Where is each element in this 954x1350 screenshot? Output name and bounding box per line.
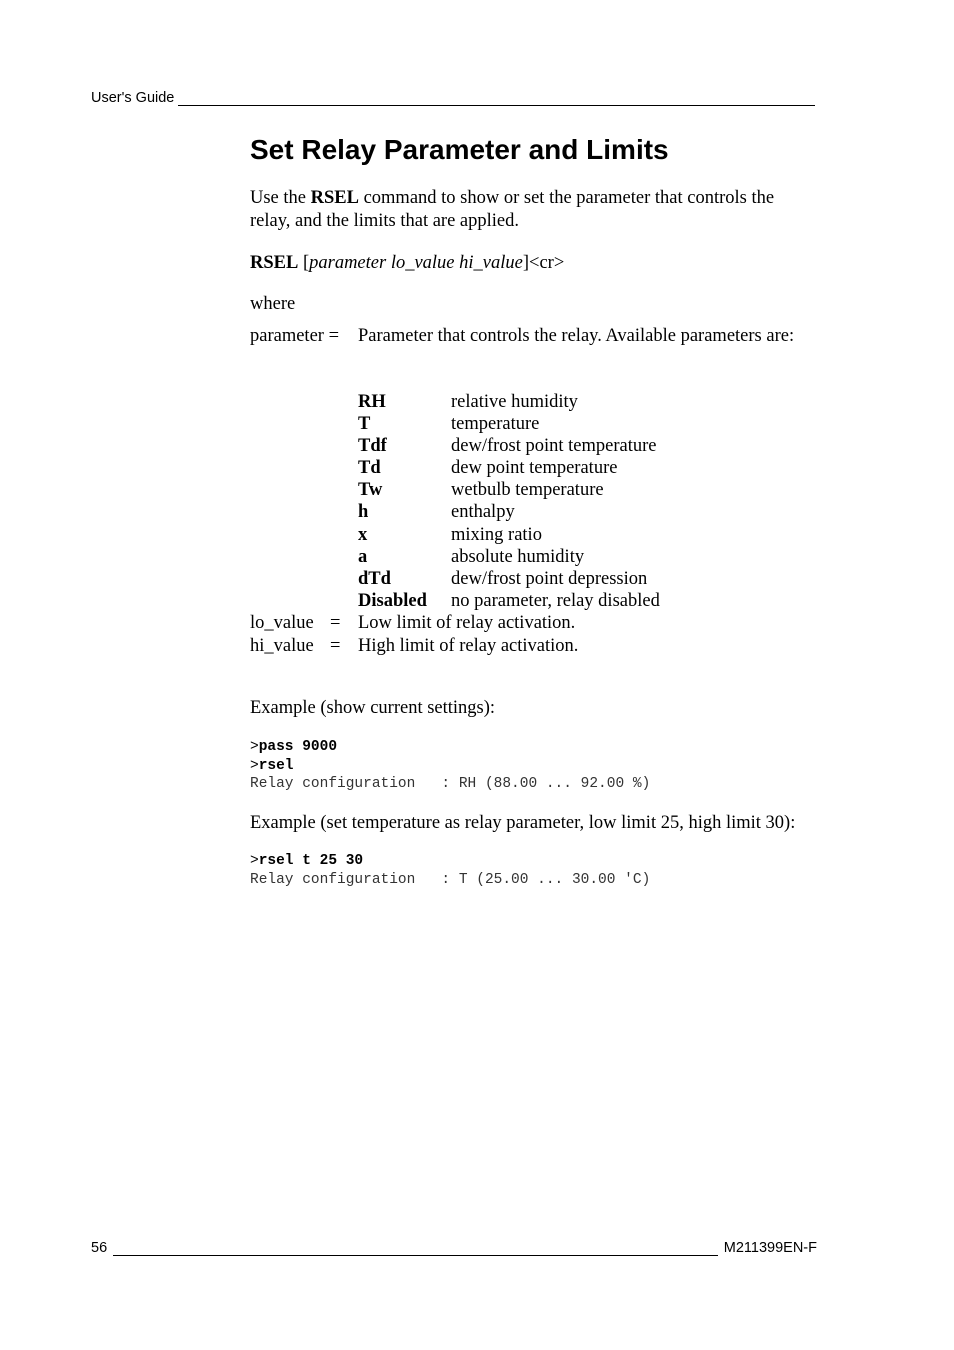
terminal-prompt: > bbox=[250, 853, 259, 869]
definition-equals: = bbox=[330, 636, 341, 656]
page-header bbox=[91, 90, 815, 106]
terminal-line bbox=[250, 738, 650, 757]
parameter-row bbox=[358, 457, 660, 479]
parameter-desc: dew/frost point depression bbox=[451, 568, 648, 589]
definition-desc: High limit of relay activation. bbox=[358, 636, 579, 656]
example1-caption: Example (show current settings): bbox=[250, 698, 496, 718]
parameter-desc: enthalpy bbox=[451, 502, 515, 523]
header-rule bbox=[178, 92, 815, 106]
parameter-row bbox=[358, 435, 660, 457]
definition-hi-value bbox=[250, 635, 798, 657]
definition-term: parameter = bbox=[250, 326, 340, 346]
definition-term: hi_value bbox=[250, 636, 314, 656]
parameter-row bbox=[358, 568, 660, 590]
parameter-desc: temperature bbox=[451, 414, 540, 435]
definition-lo-value bbox=[250, 612, 798, 634]
parameter-code: T bbox=[358, 414, 371, 435]
syntax-command: RSEL bbox=[250, 253, 299, 273]
parameter-desc: relative humidity bbox=[451, 392, 578, 412]
parameter-code: RH bbox=[358, 392, 386, 412]
syntax-close: ]<cr> bbox=[522, 253, 565, 273]
terminal-prompt: > bbox=[250, 739, 259, 755]
intro-suffix: command to show or set the parameter that controls the relay, and the limits that are applied. bbox=[250, 188, 775, 231]
parameter-row bbox=[358, 524, 660, 546]
definition-desc: Low limit of relay activation. bbox=[358, 613, 576, 633]
parameter-row bbox=[358, 391, 660, 413]
parameter-list bbox=[358, 391, 660, 612]
parameter-row bbox=[358, 479, 660, 501]
parameter-code: Td bbox=[358, 458, 381, 479]
parameter-desc: absolute humidity bbox=[451, 546, 585, 567]
parameter-row bbox=[358, 413, 660, 435]
terminal-command: rsel t 25 30 bbox=[258, 853, 364, 869]
definition-equals: = bbox=[330, 613, 341, 633]
page-number: 56 bbox=[91, 1240, 108, 1256]
command-syntax bbox=[250, 252, 564, 275]
example2-caption: Example (set temperature as relay parameter, low limit 25, high limit 30): bbox=[250, 813, 796, 833]
footer-rule bbox=[113, 1242, 718, 1256]
intro-prefix: Use the bbox=[250, 188, 311, 208]
parameter-desc: no parameter, relay disabled bbox=[451, 590, 660, 611]
terminal-line bbox=[250, 852, 650, 871]
syntax-open: [ bbox=[298, 253, 310, 273]
terminal-response: Relay configuration : T (25.00 ... 30.00 'C) bbox=[250, 871, 651, 888]
where-label: where bbox=[250, 294, 296, 314]
section-title: Set Relay Parameter and Limits bbox=[250, 134, 669, 165]
parameter-code: Disabled bbox=[358, 590, 427, 611]
terminal-response: Relay configuration : RH (88.00 ... 92.00 %) bbox=[250, 776, 651, 792]
syntax-args: parameter lo_value hi_value bbox=[309, 253, 523, 273]
definition-parameter bbox=[250, 325, 798, 347]
document-code: M211399EN-F bbox=[723, 1240, 817, 1256]
definition-desc: Parameter that controls the relay. Available parameters are: bbox=[358, 326, 795, 346]
terminal-prompt: > bbox=[250, 757, 259, 774]
terminal-line bbox=[250, 757, 650, 776]
parameter-row bbox=[358, 501, 660, 523]
intro-paragraph bbox=[250, 187, 810, 233]
parameter-code: dTd bbox=[358, 568, 391, 589]
parameter-desc: wetbulb temperature bbox=[451, 480, 604, 501]
parameter-row bbox=[358, 546, 660, 568]
page-footer bbox=[91, 1240, 817, 1256]
example2-terminal bbox=[250, 852, 650, 889]
intro-command: RSEL bbox=[310, 188, 359, 208]
terminal-command: pass 9000 bbox=[258, 739, 338, 755]
terminal-command: rsel bbox=[258, 757, 294, 774]
parameter-code: h bbox=[358, 502, 369, 523]
parameter-code: Tw bbox=[358, 480, 383, 501]
header-text: User's Guide bbox=[91, 90, 175, 106]
parameter-desc: mixing ratio bbox=[451, 524, 542, 545]
parameter-desc: dew/frost point temperature bbox=[451, 436, 657, 457]
parameter-code: a bbox=[358, 546, 368, 567]
definition-term: lo_value bbox=[250, 613, 314, 633]
parameter-desc: dew point temperature bbox=[451, 458, 618, 479]
parameter-row bbox=[358, 590, 660, 612]
example1-terminal bbox=[250, 738, 650, 794]
parameter-code: x bbox=[358, 524, 368, 545]
parameter-code: Tdf bbox=[358, 436, 387, 457]
